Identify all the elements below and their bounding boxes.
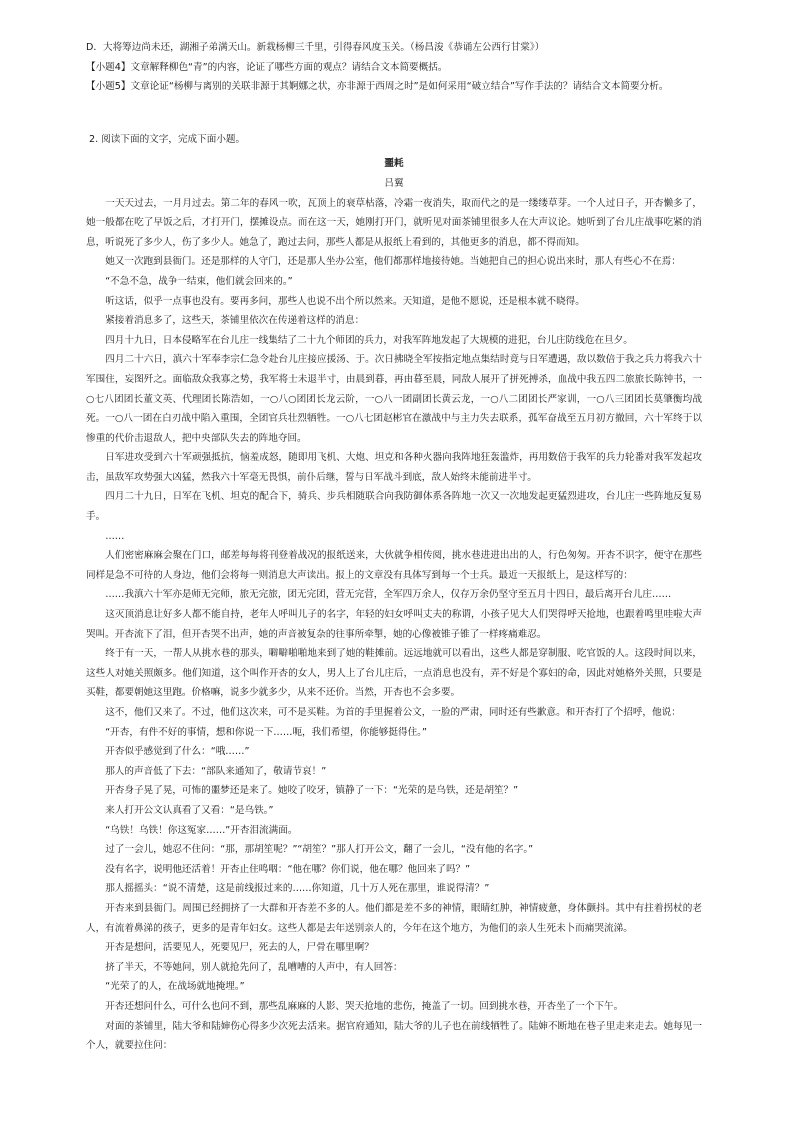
paragraph: 日军进攻受到六十军顽强抵抗，恼羞成怒，随即用飞机、大炮、坦克和各种火器向我阵地狂轰滥炸，再用数倍于我军的兵力轮番对我军发起攻击，虽敌军攻势强大凶猛，然我六十军毫无畏惧，前仆后继，誓与日军战斗到底，敌人始终未能前进半寸。 <box>86 452 702 483</box>
paragraph: 对面的茶铺里，陆大爷和陆婶伤心得多少次死去活来。据官府通知，陆大爷的儿子也在前线牺牲了。陆婶不断地在巷子里走来走去。她每见一个人，就要拉住问： <box>86 1020 702 1052</box>
paragraph: 人们密密麻麻会聚在门口，邮差每每将刊登着战况的报纸送来，大伙就争相传阅，挑水巷进进出出的人，行色匆匆。开杏不识字，便守在那些同样是急不可待的人身边，他们会将每一则消息大声读出。报上的文章没有具体写到每一个士兵。最近一天报纸上，是这样写的： <box>86 550 702 581</box>
paragraph: 开杏还想问什么，可什么也问不到，那些乱麻麻的人影、哭天抢地的悲伤，掩盖了一切。回到挑水巷，开杏坐了一个下午。 <box>105 1000 624 1012</box>
paragraph: 开杏身子晃了晃，可怖的噩梦还是来了。她咬了咬牙，镇静了一下：“光荣的是乌铁，还是胡笙？” <box>105 785 519 797</box>
paragraph: 紧接着消息多了，这些天，茶铺里依次在传递着这样的消息： <box>105 315 365 327</box>
paragraph: 她又一次跑到县衙门。还是那样的人守门，还是那人坐办公室，他们都那样地接待她。当她把自己的担心说出来时，那人有些心不在焉： <box>105 256 681 268</box>
paragraph: “光荣了的人，在战场就地掩埋。” <box>105 981 245 993</box>
paragraph: 听这话，似乎一点事也没有。要再多问，那些人也说不出个所以然来。天知道，是他不愿说，还是根本就不晓得。 <box>105 295 585 307</box>
article-title: 噩耗 <box>384 158 404 170</box>
paragraph: 四月十九日，日本侵略军在台儿庄一线集结了二十九个师团的兵力，对我军阵地发起了大规模的进犯，台儿庄防线危在旦夕。 <box>105 334 633 346</box>
paragraph: 那人摇摇头：“说不清楚，这是前线报过来的……你知道，几十万人死在那里，谁说得清？” <box>105 883 490 895</box>
paragraph: 四月二十九日，日军在飞机、坦克的配合下，骑兵、步兵相随联合向我防御体系各阵地一次又一次地发起更猛烈进攻，台儿庄一些阵地反复易手。 <box>86 491 702 523</box>
article-author: 吕翼 <box>384 177 404 189</box>
paragraph: 开杏来到县衙门。周围已经拥挤了一大群和开杏差不多的人。他们都是差不多的神情，眼睛红肿，神情疲惫，身体颤抖。其中有拄着拐杖的老人，有流着鼻涕的孩子，更多的是青年妇女。这些人都是去年送别亲人的，今年在这个地方，为他们的亲人生死未卜而痛哭流涕。 <box>86 902 702 934</box>
article-body <box>86 194 702 1056</box>
paragraph: 开杏似乎感觉到了什么：“哦……” <box>105 746 250 758</box>
question-4: 【小题4】文章解释柳色“青”的内容，论证了哪些方面的观点？请结合文本简要概括。 <box>86 61 448 73</box>
paragraph: 挤了半天，不等她问，别人就抢先问了，乱嘈嘈的人声中，有人回答： <box>105 961 403 973</box>
paragraph: “开杏，有件不好的事情，想和你说一下……呃，我们希望，你能够挺得住。” <box>105 726 427 738</box>
paragraph: 那人的声音低了下去：“部队来通知了，敬请节哀！” <box>105 765 327 777</box>
paragraph: 这灭顶消息让好多人都不能自持，老年人呼叫儿子的名字，年轻的妇女呼叫丈夫的称谓，小孩子见大人们哭得呼天抢地，也跟着鸣里哇啦大声哭叫。开杏流下了泪，但开杏哭不出声，她的声音被复杂的往事所牵掣，她的心像被锥子锥了一样疼痛难忍。 <box>86 609 702 640</box>
paragraph: 没有名字，说明他还活着！开杏止住鸣咽：“他在哪？你们说，他在哪？他回来了吗？” <box>105 863 471 875</box>
paragraph: “不急不急，战争一结束，他们就会回来的。” <box>105 275 293 287</box>
paragraph: “乌铁！乌铁！你这冤家……”开杏泪流满面。 <box>105 824 298 836</box>
reading-instruction: 2. 阅读下面的文字，完成下面小题。 <box>89 133 246 145</box>
paragraph: 四月二十六日，滇六十军奉李宗仁急令赴台儿庄接应援汤、于。次日拂晓全军按指定地点集结时竟与日军遭遇，敌以数倍于我之兵力将我六十军围住，妄图歼之。面临敌众我寡之势，我军将士未退半寸，由晨到暮，再由暮至晨，同敌人展开了拼死搏杀，血战中我五四二旅旅长陈钟书，一○七八团团长董文英、代理团长陈浩如，一○八○团团长龙云阶，一○八一团副团长黄云龙，一○八二团团长严家训，一○八三团团长莫肇衡均战死。一○八一团在白刃战中陷入重围，全团官兵壮烈牺牲。一○八七团赵彬官在激战中与主力失去联系，孤军奋战至五月初方撤回，六十军终于以惨重的代价击退敌人，把中央部队失去的阵地夺回。 <box>86 354 702 444</box>
paragraph: 过了一会儿，她忍不住问：“那，那胡笙呢？”“胡笙？”那人打开公文，翻了一会儿，“没有他的名字。” <box>105 844 534 856</box>
previous-questions <box>86 38 702 97</box>
paragraph: 一天天过去，一月月过去。第二年的春风一吹，瓦顶上的衰草枯落，冷霜一夜消失，取而代之的是一缕缕草芽。一个人过日子，开杏懒多了，她一般都在吃了早饭之后，才打开门，摆摊设点。而在这一天，她刚打开门，就听见对面茶铺里很多人在大声议论。她听到了台儿庄战事吃紧的消息，听说死了多少人，伤了多少人。她急了，跑过去问，那些人都是从报纸上看到的，其他更多的消息，都不得而知。 <box>86 197 702 248</box>
paragraph: ……我滇六十军亦是师无完师，旅无完旅，团无完团，营无完营，全军四万余人，仅存万余仍坚守至五月十四日，最后离开台儿庄…… <box>105 589 672 601</box>
paragraph: 这不，他们又来了。不过，他们这次来，可不是买鞋。为首的手里握着公文，一脸的严肃，同时还有些歉意。和开杏打了个招呼，他说： <box>105 707 681 718</box>
paragraph: 终于有一天，一帮人从挑水巷的那头，噼噼啪啪地来到了她的鞋摊前。远远地就可以看出，这些人都是穿制服、吃官饭的人。这段时间以来，这些人对她关照颇多。他们知道，这个叫作开杏的女人，男人上了台儿庄后，一点消息也没有，弄不好是个寡妇的命，因此对她格外关照，只要是买鞋，都要朝她这里跑。价格嘛，说多少就多少，从来不还价。当然，开杏也不会多要。 <box>86 648 702 699</box>
paragraph: 开杏是想问，活要见人，死要见尸，死去的人，尸骨在哪里啊？ <box>105 942 374 954</box>
paragraph: 来人打开公文认真看了又看：“是乌铁。” <box>105 804 274 816</box>
question-5: 【小题5】文章论证“杨柳与离别的关联非源于其婀娜之状，亦非源于西周之时”是如何采用“破立结合”写作手法的？请结合文本简要分析。 <box>86 81 669 93</box>
option-d: D．大将筹边尚未还，湖湘子弟满天山。新栽杨柳三千里，引得春风度玉关。（杨昌浚《恭诵左公西行甘棠》） <box>86 42 545 53</box>
paragraph: …… <box>105 530 125 542</box>
